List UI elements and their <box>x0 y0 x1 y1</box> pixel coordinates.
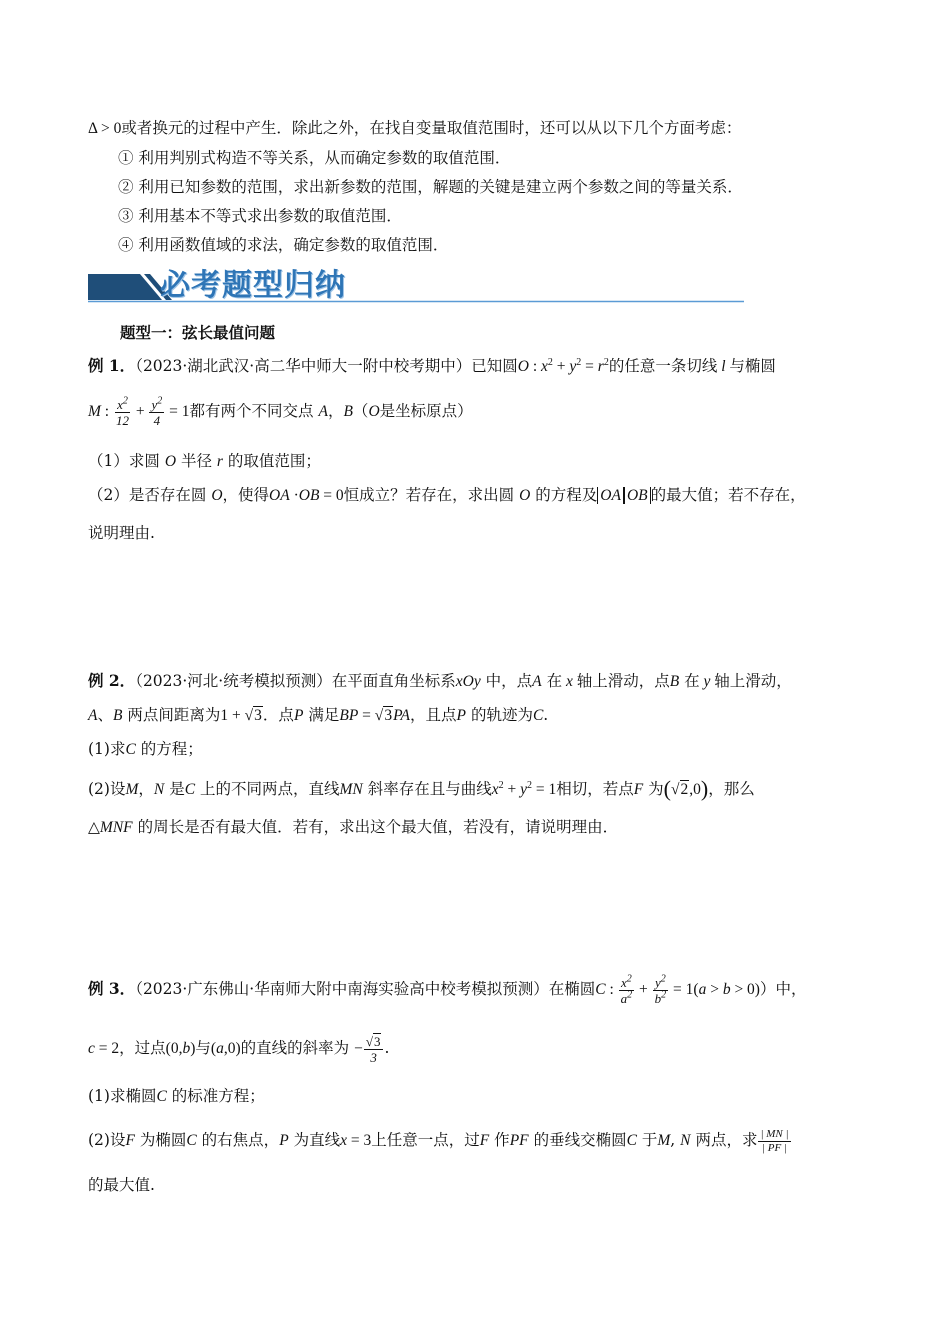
circle-eq: O : $x^2 + y^2 = r^2$ <box>517 356 609 375</box>
ex3-q2-cont: 的最大值. <box>88 1176 155 1194</box>
ex3-ellipse-eq: C : $\frac{x^2}{a^2}$ + $\frac{y^2}{b^2}$ = 1(a > b > 0) <box>595 973 760 1006</box>
ellipse-eq: M : $\frac{x^2}{12}$ + $\frac{y^2}{4}$ = 1 <box>88 395 190 428</box>
ex3-label: 例 3． <box>88 979 136 998</box>
ex1-label: 例 1． <box>88 356 136 375</box>
ex3-line-2: c = 2，过点(0,b)与(a,0)的直线的斜率为 − $\frac{√3}{3}$ . <box>88 1033 390 1065</box>
banner-title: 必考题型归纳 <box>160 268 346 303</box>
section-title: 题型一：弦长最值问题 <box>120 323 276 342</box>
ex2-label: 例 2． <box>88 671 136 690</box>
intro-item-4: ④ 利用函数值域的求法，确定参数的取值范围． <box>118 236 449 254</box>
ex1-q2-cont: 说明理由. <box>88 524 155 542</box>
ex2-q2-cont: △MNF 的周长是否有最大值．若有，求出这个最大值，若没有，请说明理由． <box>88 818 619 836</box>
intro-item-2: ② 利用已知参数的范围，求出新参数的范围，解题的关键是建立两个参数之间的等量关系． <box>118 178 743 196</box>
ex2-q1: (1)求C 的方程； <box>88 740 203 758</box>
ex3-line-1: 例 3．（2023·广东佛山·华南师大附中南海实验高中校考模拟预测）在椭圆C : $\frac{x^2}{a^2}$ + $\frac{y^2}{b^2}$ = 1(a > b > 0)）中， <box>88 973 807 1006</box>
intro-line-0: Δ > 0或者换元的过程中产生．除此之外，在找自变量取值范围时，还可以从以下几个方面考虑： <box>88 119 742 137</box>
section-banner <box>88 266 744 306</box>
ex1-line-1: 例 1．（2023·湖北武汉·高二华中师大一附中校考期中）已知圆O : $x^2 + y^2 = r^2$的任意一条切线 l 与椭圆 <box>88 356 776 375</box>
ex2-line-2: A、B 两点间距离为1 + √3．点P 满足BP = √3PA，且点P 的轨迹为C. <box>88 706 549 724</box>
ex1-line-2: M : $\frac{x^2}{12}$ + $\frac{y^2}{4}$ = 1都有两个不同交点 A，B（O是坐标原点） <box>88 395 473 428</box>
ex3-q2: (2)设F 为椭圆C 的右焦点，P 为直线x = 3上任意一点，过F 作PF 的垂线交椭圆C 于M, N 两点，求 $\frac{| MN |}{| PF |}$ <box>88 1127 789 1154</box>
ex3-q1: (1)求椭圆C 的标准方程； <box>88 1087 265 1105</box>
ex1-q1: （1）求圆 O 半径 r 的取值范围； <box>88 452 321 470</box>
ex1-q2: （2）是否存在圆 O，使得OA ·OB = 0恒成立？若存在，求出圆 O 的方程及 OA OB 的最大值；若不存在， <box>88 486 806 504</box>
intro-item-3: ③ 利用基本不等式求出参数的取值范围． <box>118 207 402 225</box>
delta-condition: Δ > 0 <box>88 120 122 137</box>
intro-item-1: ① 利用判别式构造不等关系，从而确定参数的取值范围． <box>118 149 511 167</box>
ex2-q2: (2)设M，N 是C 上的不同两点，直线MN 斜率存在且与曲线$x^2 + y^2 = 1$相切，若点F 为(√2,0)，那么 <box>88 776 755 801</box>
dot-product-eq: OA ·OB = 0 <box>269 487 344 504</box>
ex2-line-1: 例 2．（2023·河北·统考模拟预测）在平面直角坐标系xOy 中，点A 在 x 轴上滑动，点B 在 y 轴上滑动， <box>88 671 792 690</box>
